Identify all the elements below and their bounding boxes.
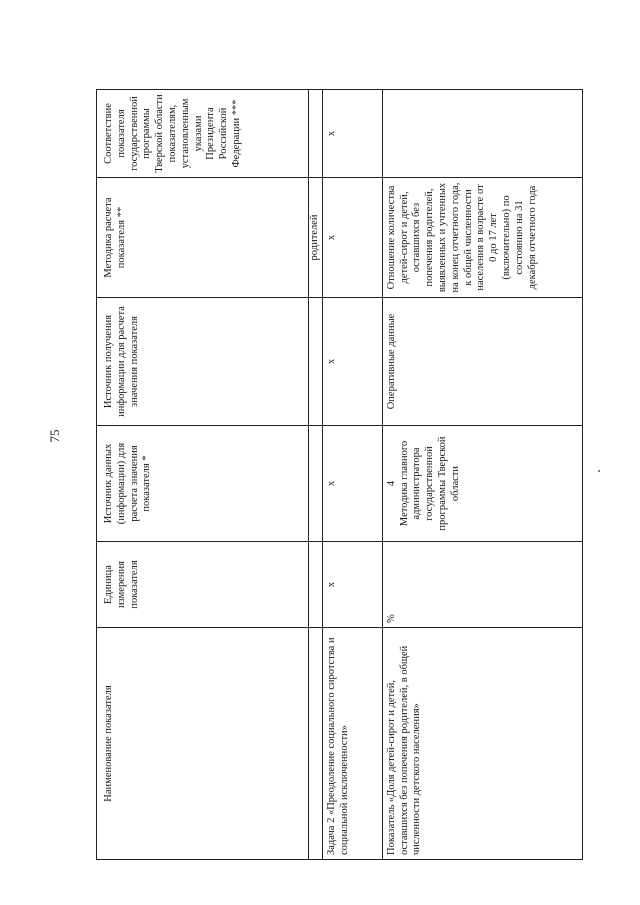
indicator-name-cell: Задача 2 «Преодоление социального сиротства и социальной исключенности» [322, 628, 382, 860]
header-cell: Источник данных (информации) для расчета значения показателя * [97, 426, 309, 542]
header-cell: Наименование показателя [97, 628, 309, 860]
data-source-cell: 4 Методика главного администратора государственной программы Тверской области [382, 426, 582, 542]
unit-cell: х [322, 542, 382, 628]
indicator-table [96, 89, 583, 860]
header-cell: Соответствие показателя государственной программы Тверской области показателям, установленным указами Президента Российской Федерации *** [97, 90, 309, 178]
info-source-cell: х [322, 298, 382, 426]
header-cell: Источник получения информации для расчета значения показателя [97, 298, 309, 426]
info-source-cell: Оперативные данные [382, 298, 582, 426]
continuation-cell [309, 628, 323, 860]
continuation-cell [309, 542, 323, 628]
page-number: 75 [47, 429, 62, 443]
header-cell: Методика расчета показателя ** [97, 178, 309, 298]
continuation-cell [309, 426, 323, 542]
compliance-cell [382, 90, 582, 178]
scan-speck [598, 470, 600, 472]
table-continuation-row [309, 90, 323, 860]
rotated-table-frame [96, 90, 583, 860]
method-cell: х [322, 178, 382, 298]
table-row [322, 90, 382, 860]
continuation-cell [309, 298, 323, 426]
table-row [382, 90, 582, 860]
continuation-cell: родителей [309, 178, 323, 298]
compliance-cell: х [322, 90, 382, 178]
data-source-cell: х [322, 426, 382, 542]
continuation-cell [309, 90, 323, 178]
indicator-name-cell: Показатель «Доля детей-сирот и детей, оставшихся без попечения родителей, в общей численности детского населения» [382, 628, 582, 860]
table-header-row [97, 90, 309, 860]
header-cell: Единица измерения показателя [97, 542, 309, 628]
unit-cell: % [382, 542, 582, 628]
method-cell: Отношение количества детей-сирот и детей, оставшихся без попечения родителей, выявленных и учтенных на конец отчетного года, к общей численности населения в возрасте от 0 до 17 лет (включительно) по состоянию на 31 декабря отчетного года [382, 178, 582, 298]
